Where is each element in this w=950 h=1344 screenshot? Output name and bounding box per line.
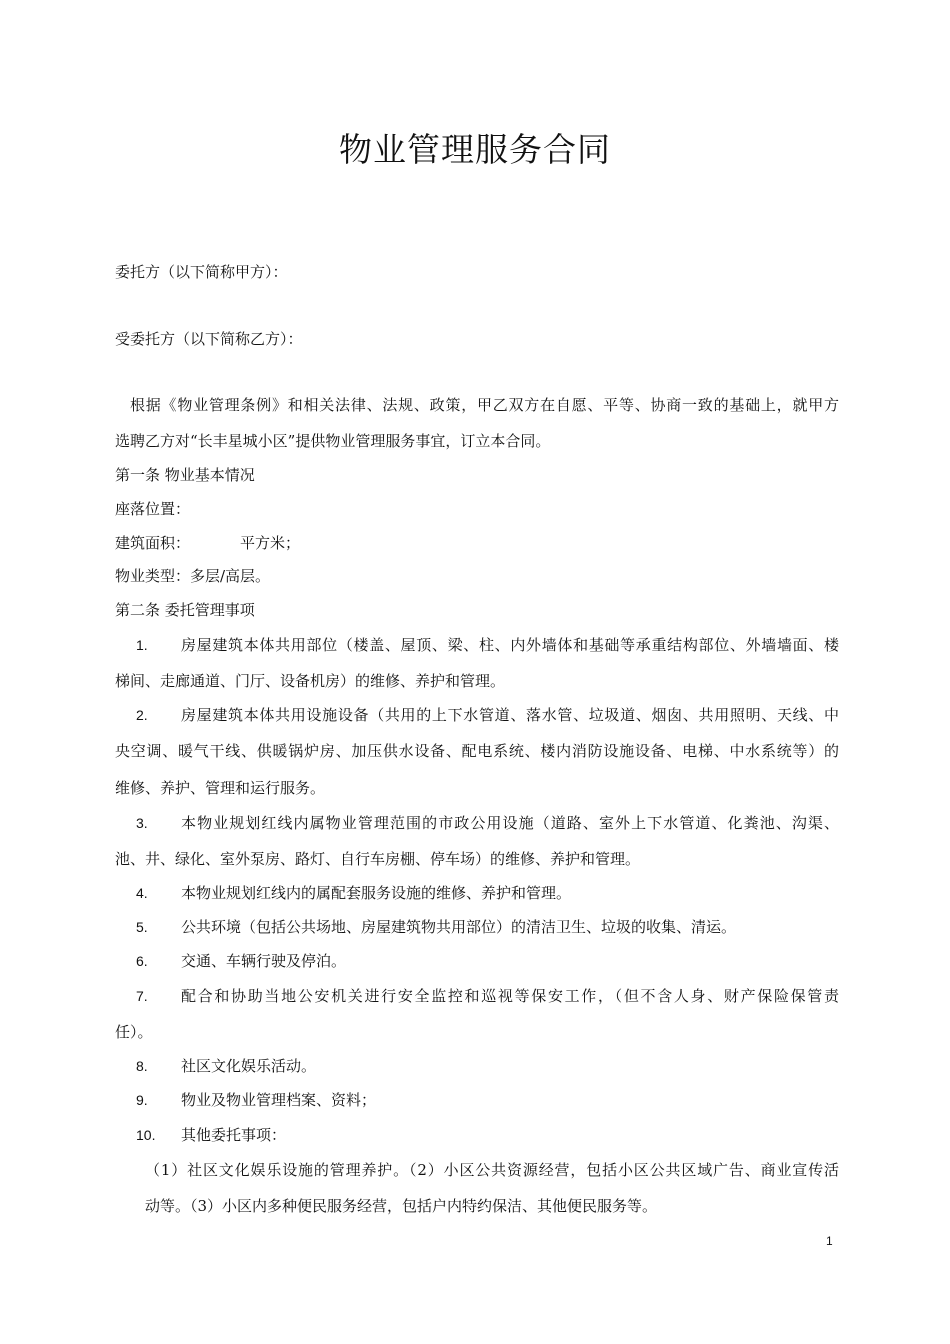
item-number: 7. <box>136 988 148 1004</box>
party-b-line: 受委托方（以下简称乙方）： <box>115 330 303 348</box>
item-text: 本物业规划红线内属物业管理范围的市政公用设施（道路、室外上下水管道、化粪池、沟渠、 <box>181 814 839 832</box>
item-number: 5. <box>136 919 148 935</box>
item-continuation: 央空调、暖气干线、供暖锅炉房、加压供水设备、配电系统、楼内消防设施设备、电梯、中水系统等）的 <box>115 742 839 760</box>
item-text: 本物业规划红线内的属配套服务设施的维修、养护和管理。 <box>181 884 572 902</box>
other-items-line-2: 动等。（3）小区内多种便民服务经营，包括户内特约保洁、其他便民服务等。 <box>145 1197 658 1215</box>
item-number: 3. <box>136 815 148 831</box>
contract-title: 物业管理服务合同 <box>339 130 611 169</box>
item-text: 物业及物业管理档案、资料； <box>181 1091 377 1109</box>
item-text: 配合和协助当地公安机关进行安全监控和巡视等保安工作，（但不含人身、财产保险保管责 <box>181 987 839 1005</box>
item-text: 交通、车辆行驶及停泊。 <box>181 952 347 970</box>
preamble-line-1: 根据《物业管理条例》和相关法律、法规、政策，甲乙双方在自愿、平等、协商一致的基础上，就甲方 <box>130 396 839 414</box>
party-a-line: 委托方（以下简称甲方）： <box>115 263 288 281</box>
item-number: 10. <box>136 1127 156 1143</box>
page-number: 1 <box>826 1234 833 1248</box>
item-continuation: 任）。 <box>115 1023 153 1041</box>
other-items-line-1: （1）社区文化娱乐设施的管理养护。（2）小区公共资源经营，包括小区公共区域广告、商业宣传活 <box>145 1161 839 1179</box>
item-number: 8. <box>136 1058 148 1074</box>
item-number: 9. <box>136 1092 148 1108</box>
item-text: 公共环境（包括公共场地、房屋建筑物共用部位）的清洁卫生、垃圾的收集、清运。 <box>181 918 737 936</box>
item-continuation: 维修、养护、管理和运行服务。 <box>115 779 326 797</box>
item-number: 6. <box>136 953 148 969</box>
area-unit: 平方米； <box>240 534 301 552</box>
item-number: 4. <box>136 885 148 901</box>
area-label: 建筑面积： <box>115 534 191 552</box>
location-line: 座落位置： <box>115 500 191 518</box>
item-text: 房屋建筑本体共用部位（楼盖、屋顶、梁、柱、内外墙体和基础等承重结构部位、外墙墙面、楼 <box>181 636 839 654</box>
item-continuation: 池、井、绿化、室外泵房、路灯、自行车房棚、停车场）的维修、养护和管理。 <box>115 850 641 868</box>
preamble-line-2: 选聘乙方对“长丰星城小区”提供物业管理服务事宜，订立本合同。 <box>115 432 551 450</box>
property-type-line: 物业类型：多层/高层。 <box>115 567 271 585</box>
item-continuation: 梯间、走廊通道、门厅、设备机房）的维修、养护和管理。 <box>115 672 506 690</box>
item-text: 社区文化娱乐活动。 <box>181 1057 317 1075</box>
item-number: 1. <box>136 637 148 653</box>
item-text: 其他委托事项： <box>181 1126 287 1144</box>
article-2-heading: 第二条 委托管理事项 <box>115 601 255 619</box>
item-text: 房屋建筑本体共用设施设备（共用的上下水管道、落水管、垃圾道、烟囱、共用照明、天线、中 <box>181 706 839 724</box>
item-number: 2. <box>136 707 148 723</box>
article-1-heading: 第一条 物业基本情况 <box>115 466 255 484</box>
